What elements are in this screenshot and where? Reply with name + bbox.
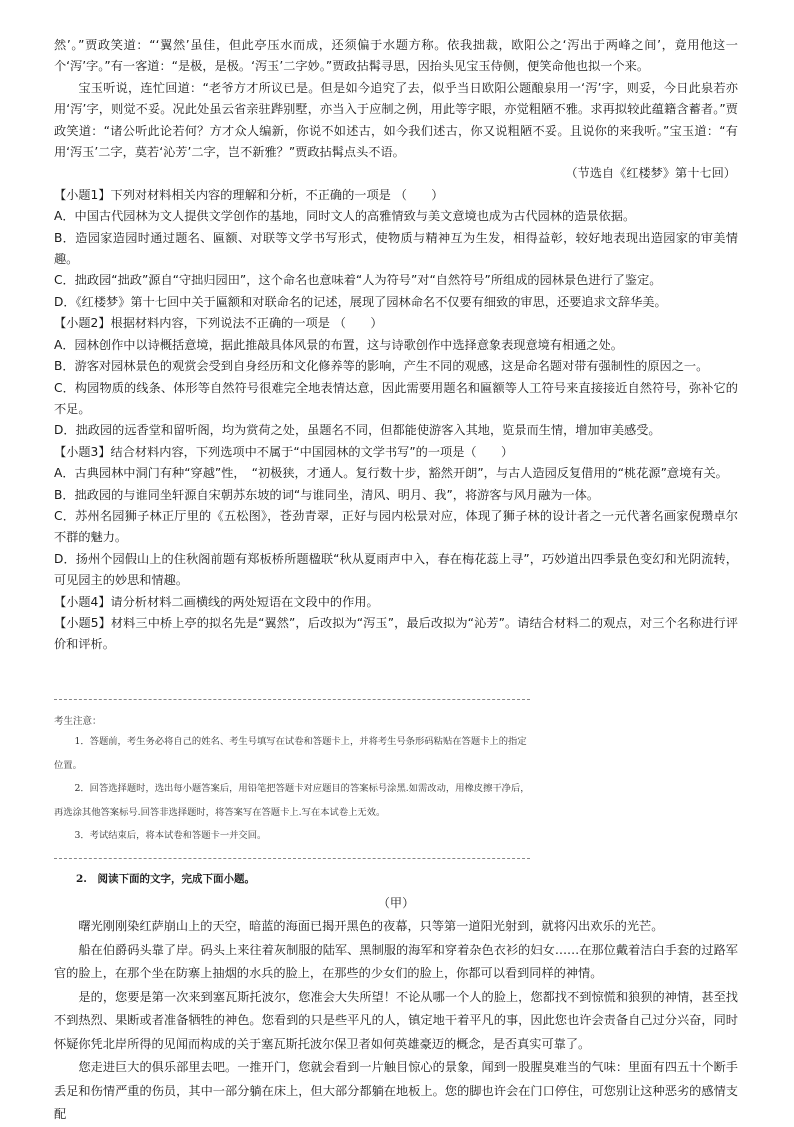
dashed-divider-bottom <box>54 858 530 859</box>
story-paragraph: 船在伯爵码头靠了岸。码头上来往着灰制服的陆军、黑制服的海军和穿着杂色衣衫的妇女……在那位戴着洁白手套的过路军官的脸上，在那个坐在防寨上抽烟的水兵的脸上，在那些的少女们的脸上，你都可以看到同样的神情。 <box>54 942 738 980</box>
question-3-option-d: D．扬州个园假山上的住秋阁前题有郑板桥所题楹联“秋从夏雨声中入，春在梅花蕊上寻”，巧妙道出四季景色变幻和光阴流转，可见园主的妙思和情趣。 <box>54 551 738 588</box>
notice-item: 1．答题前，考生务必将自己的姓名、考生号填写在试卷和答题卡上，并将考生号条形码粘贴在答题卡上的指定位置。 <box>54 736 527 771</box>
notice-title: 考生注意： <box>54 716 102 727</box>
question-3-option-b: B．拙政园的与谁同坐轩源自宋朝苏东坡的词“与谁同坐，清风、明月、我”，将游客与风月融为一体。 <box>54 487 600 502</box>
question-2-option-b: B．游客对园林景色的观赏会受到自身经历和文化修养等的影响，产生不同的观感，这是命名题对带有强制性的原因之一。 <box>54 359 709 374</box>
dashed-divider-top <box>54 699 530 700</box>
question-stem-4: 【小题4】请分析材料二画横线的两处短语在文段中的作用。 <box>54 594 379 609</box>
story-paragraph: 曙光刚刚染红萨崩山上的天空，暗蓝的海面已揭开黑色的夜幕，只等第一道阳光射到，就将闪出欢乐的光芒。 <box>78 919 664 933</box>
section-heading: 2. 阅读下面的文字，完成下面小题。 <box>76 873 255 885</box>
passage-paragraph: 然’。”贾政笑道：“‘翼然’虽佳，但此亭压水而成，还须偏于水题方称。依我拙裁，欧阳公之‘泻出于两峰之间’，竟用他这一个‘泻’字。”有一客道：“是极，是极。‘泻玉’二字妙。”贾政拈髯寻思，因抬头见宝玉侍侧，便笑命他也拟一个来。 <box>54 38 738 74</box>
passage-paragraph: 宝玉听说，连忙回道：“老爷方才所议已是。但是如今追究了去，似乎当日欧阳公题酿泉用一‘泻’字，则妥，今日此泉若亦用‘泻’字，则觉不妥。况此处虽云省亲驻跸别墅，亦当入于应制之例，用此等字眼，亦觉粗陋不雅。求再拟较此蕴籍含蓄者。”贾政笑道：“诸公听此论若何？方才众人编新，你说不如述古，如今我们述古，你又说粗陋不妥。且说你的来我听。”宝玉道：“有用‘泻玉’二字，莫若‘沁芳’二字，岂不新雅？”贾政拈髯点头不语。 <box>54 80 738 160</box>
exam-notice-box <box>54 699 530 859</box>
section-subtitle: （甲） <box>377 895 415 910</box>
question-2-option-a: A．园林创作中以诗概括意境，据此推敲具体风景的布置，这与诗歌创作中选择意象表现意境有相通之处。 <box>54 337 623 352</box>
story-paragraph: 您走进巨大的俱乐部里去吧。一推开门，您就会看到一片触目惊心的景象，闻到一股腥臭难当的气味：里面有四五十个断手丢足和伤情严重的伤员，其中一部分躺在床上，但大部分都躺在地板上。您的脚也许会在门口停住，可您别让这种恶劣的感情支配 <box>54 1060 738 1121</box>
question-2-option-c: C．构园物质的线条、体形等自然符号很难完全地表情达意，因此需要用题名和匾额等人工符号来直接接近自然符号，弥补它的不足。 <box>54 380 738 416</box>
question-1-option-a: A．中国古代园林为文人提供文学创作的基地，同时文人的高雅情致与美文意境也成为古代园林的造景依据。 <box>54 209 636 224</box>
question-stem-1: 【小题1】下列对材料相关内容的理解和分析，不正确的一项是 （ ） <box>54 187 444 202</box>
story-paragraph: 是的，您要是第一次来到塞瓦斯托波尔，您准会大失所望！不论从哪一个人的脸上，您都找不到惊慌和狼狈的神情，甚至找不到热烈、果断或者准备牺牲的神色。您看到的只是些平凡的人，镇定地干着平凡的事，因此您也许会责备自己过分兴奋，同时怀疑你凭北岸所得的见闻而构成的关于塞瓦斯托波尔保卫者如何英雄豪迈的概念，是否真实可靠了。 <box>54 989 738 1051</box>
question-stem-2: 【小题2】根据材料内容，下列说法不正确的一项是 （ ） <box>54 316 383 331</box>
question-1-option-d: D．《红楼梦》第十七回中关于匾额和对联命名的记述，展现了园林命名不仅要有细致的审思，还要追求文辞华美。 <box>54 294 667 309</box>
question-stem-5: 【小题5】材料三中桥上亭的拟名先是“翼然”，后改拟为“泻玉”，最后改拟为“沁芳”。请结合材料二的观点，对三个名称进行评价和评析。 <box>54 615 738 652</box>
question-1-option-c: C．拙政园“拙政”源自“守拙归园田”，这个命名也意味着“人为符号”对“自然符号”所组成的园林景色进行了鉴定。 <box>54 273 662 288</box>
notice-item: 3．考试结束后，将本试卷和答题卡一并交回。 <box>74 830 267 841</box>
notice-item: 2．回答选择题时，选出每小题答案后，用铅笔把答题卡对应题目的答案标号涂黑.如需改动，用橡皮擦干净后，再选涂其他答案标号.回答非选择题时，将答案写在答题卡上.写在本试卷上无效。 <box>54 783 530 818</box>
reading-section-2 <box>54 868 738 1127</box>
question-3-option-a: A．古典园林中洞门有种“穿越”性， “初极狭，才通人。复行数十步，豁然开朗”，与古人造园反复借用的“桃花源”意境有关。 <box>54 466 728 481</box>
question-2-option-d: D．拙政园的远香堂和留听阁，均为赏荷之处，虽题名不同，但都能使游客入其地，览景而生情，增加审美感受。 <box>54 423 661 438</box>
question-3-option-c: C．苏州名园狮子林正厅里的《五松图》，苍劲青翠，正好与园内松景对应，体现了狮子林的设计者之一元代著名画家倪瓒卓尔不群的魅力。 <box>54 508 738 545</box>
question-1-option-b: B．造园家造园时通过题名、匾额、对联等文学书写形式，使物质与精神互为生发，相得益彰，较好地表现出造园家的审美情趣。 <box>54 230 738 267</box>
reading-material-section <box>54 35 738 656</box>
passage-source: （节选自《红楼梦》第十七回） <box>565 166 736 181</box>
question-stem-3: 【小题3】结合材料内容，下列选项中不属于“中国园林的文学书写”的一项是（ ） <box>54 444 514 459</box>
